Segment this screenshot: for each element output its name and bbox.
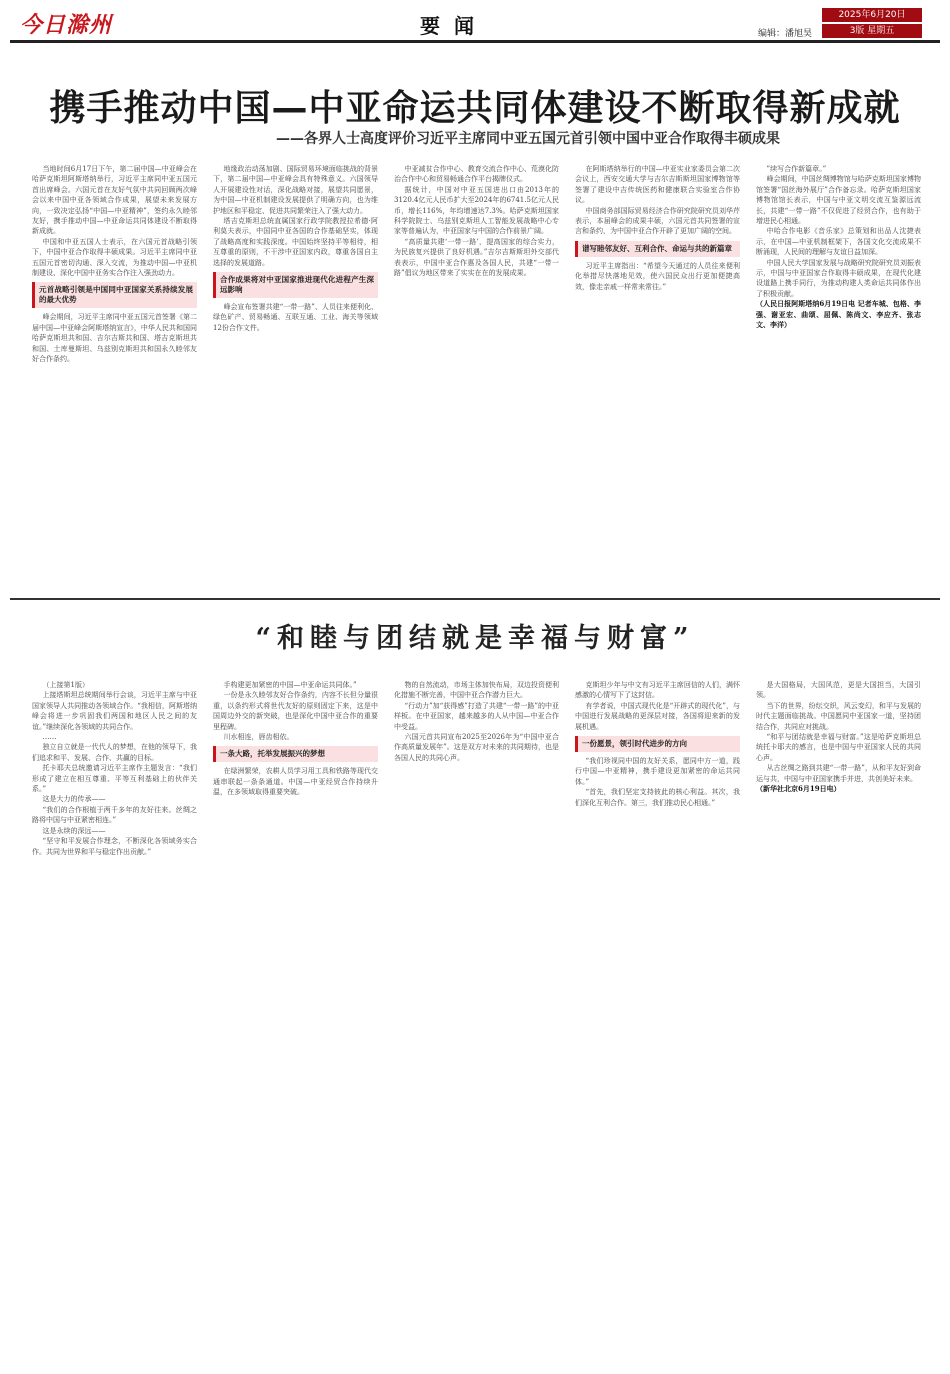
article-column-1 [32,164,197,584]
paragraph: 六国元首共同宣布2025至2026年为“中国中亚合作高质量发展年”。这是双方对未来的共同期待，也是各国人民的共同心声。 [394,733,559,762]
paragraph: 当下的世界，纷纭交织，风云变幻，和平与发展的时代主题面临挑战。中国愿同中亚国家一道，坚持团结合作，共同应对挑战。 [756,701,921,731]
paragraph: 这是大力的传承—— [42,795,106,804]
headline-secondary: “和睦与团结就是幸福与财富” [255,623,695,654]
paragraph: “坚守和平发展合作理念，不断深化各领域务实合作。共同为世界和平与稳定作出贡献。” [32,837,197,856]
paragraph: 川水相连，唇齿相依。 [223,733,294,742]
section-subtitle: 合作成果将对中亚国家推进现代化进程产生深远影响 [213,272,378,298]
paragraph: 手构建更加紧密的中国—中亚命运共同体。” [223,681,357,689]
paragraph: “高质量共建‘一带一路’，提高国家的综合实力，为民族复兴提供了良好机遇。”吉尔吉斯斯坦外交部代表表示，中国中亚合作惠及各国人民，共建“一带一路”倡议为地区带来了实实在在的发展成果。 [394,237,559,278]
section-subtitle: 一条大路，托举发展振兴的梦想 [213,746,378,762]
article-column-3 [394,680,559,1360]
paragraph: 中哈合作电影《音乐家》总策划和出品人沈捷表示，在中国—中亚机制框架下，各国文化交流成果不断涌现，人民间的理解与友谊日益加深。 [756,227,921,257]
paragraph: “我们珍视同中国的友好关系，愿同中方一道，践行中国—中亚精神，携手建设更加紧密的命运共同体。” [575,757,740,786]
page-number: 3版 星期五 [822,24,922,38]
paragraph: 克斯坦少年与中文有习近平主席回信的人们，满怀感激的心情写下了这封信。 [575,681,740,700]
paragraph: 在阿斯塔纳举行的中国—中亚实业家委员会第二次会议上，西安交通大学与吉尔吉斯斯坦国家博物馆等签署了建设中吉传统医药和健康联合实验室合作协议。 [575,165,740,205]
article-column-5 [756,164,921,584]
paragraph: 地缘政治动荡加剧、国际贸易环境面临挑战的背景下，第二届中国—中亚峰会具有特殊意义。六国领导人开展建设性对话，深化战略对接，展望共同愿景，为中国—中亚机制建设发展提供了明确方向，也为维护地区和平稳定、促进共同繁荣注入了强大动力。 [213,165,378,215]
paragraph: 上接塔斯坦总统期间举行会谈，习近平主席与中亚国家领导人共同推动各领域合作。“我相信，阿斯塔纳峰会将进一步巩固我们两国和地区人民之间的友谊。”继续深化各领域的共同合作。 [32,691,197,731]
article-credit: （人民日报阿斯塔纳6月19日电 记者车城、包格、李强、谢亚宏、曲颂、屈佩、陈尚文、李应齐、张志文、李洋） [756,299,921,330]
paragraph: “首先，我们坚定支持彼此的核心利益。其次，我们深化互利合作。第三，我们推动民心相通。” [575,788,740,807]
article-column-4 [575,164,740,584]
paragraph: 中国人民大学国家发展与战略研究院研究员刘振表示，中国与中亚国家合作取得丰硕成果，在现代化建设道路上携手同行，为推动构建人类命运共同体作出了积极贡献。 [756,258,921,298]
section-title: 要闻 [420,14,488,38]
paragraph: （上接第1版） [42,681,89,689]
paragraph: 这是永续的深远—— [42,826,106,835]
paragraph: 一份是永久睦邻友好合作条约，内容不长但分量很重，以条约形式将世代友好的原则固定下来，这是中国周边外交的新突破，也是深化中国中亚合作的重要里程碑。 [213,691,378,731]
paragraph: 中国和中亚五国人士表示，在六国元首战略引领下，中国中亚合作取得丰硕成果。习近平主席同中亚五国元首密切沟通、深入交流，为推动中国—中亚机制建设、深化中国中亚务实合作注入强劲动力。 [32,237,197,278]
paragraph: 峰会期间，习近平主席同中亚五国元首签署《第二届中国—中亚峰会阿斯塔纳宣言》，中华人民共和国同哈萨克斯坦共和国、吉尔吉斯共和国、塔吉克斯坦共和国、土库曼斯坦、乌兹别克斯坦共和国永久睦邻友好合作条约。 [32,313,197,364]
subheadline: ——各界人士高度评价习近平主席同中亚五国元首引领中国中亚合作取得丰硕成果 [276,131,780,147]
article-column-5 [756,680,921,1360]
article-credit: （新华社北京6月19日电） [756,784,841,794]
section-subtitle: 一份愿景，领引时代进步的方向 [575,736,740,752]
paragraph: 当地时间6月17日下午，第二届中国—中亚峰会在哈萨克斯坦阿斯塔纳举行，习近平主席同中亚五国元首出席峰会。六国元首在友好气氛中共同回顾两次峰会以来中国中亚各领域合作成果，展望未来发展方向，一致决定弘扬“中国—中亚精神”，签约永久睦邻友好，携手推动中国—中亚命运共同体建设不断取得新成就。 [32,165,197,236]
paragraph: 中国商务部国际贸易经济合作研究院研究员刘华芹表示，本届峰会的成果丰硕，六国元首共同签署的宣言和条约，为中国中亚合作开辟了更加广阔的空间。 [575,206,740,236]
paragraph: 是大国格局，大国风范，更是大国担当，大国引领。 [756,681,921,700]
article-column-3 [394,164,559,584]
paragraph: 峰会期间，中国丝绸博物馆与哈萨克斯坦国家博物馆签署“国丝海外展厅”合作备忘录。哈萨克斯坦国家博物馆馆长表示，中国与中亚文明交流互鉴源远流长，共建“一带一路”不仅促进了经贸合作，也有助于增进民心相通。 [756,175,921,226]
paragraph: 习近平主席指出：“希望今天通过的人员往来便利化举措尽快落地见效，使六国民众出行更加便捷高效，像走亲戚一样常来常往。” [575,261,740,291]
paragraph: 从古丝绸之路到共建“一带一路”，从和平友好到命运与共，中国与中亚国家携手并进，共创美好未来。 [756,764,921,783]
paragraph: 物的自然流动，市场主体加快布局，双边投资便利化措施不断完善，中国中亚合作潜力巨大。 [394,681,559,700]
issue-date: 2025年6月20日 [822,8,922,22]
paragraph: “我们的合作根植于两千多年的友好往来。丝绸之路将中国与中亚紧密相连。” [32,805,197,825]
paragraph: “行动力”加“获得感”打造了共建“一带一路”的中亚样板。在中亚国家，越来越多的人从中国—中亚合作中受益。 [394,701,559,731]
article-column-2 [213,680,378,1360]
paragraph: ”续写合作新篇章。” [766,165,827,173]
paragraph: …… [42,733,57,742]
masthead-divider [10,40,940,43]
article-column-1 [32,680,197,1360]
article-body [32,164,920,584]
editor-credit: 编辑：潘旭昊 [757,29,812,39]
article-column-2 [213,164,378,584]
newspaper-logo: 今日滁州 [20,13,113,38]
article-column-4 [575,680,740,1360]
section-subtitle: 谱写睦邻友好、互利合作、命运与共的新篇章 [575,241,740,257]
headline: 携手推动中国—中亚命运共同体建设不断取得新成就 [49,88,901,129]
paragraph: 据统计，中国对中亚五国进出口由2013年的3120.4亿元人民币扩大至2024年的6741.5亿元人民币，增长116%，年均增速达7.3%。哈萨克斯坦国家科学院院士、乌兹别克斯坦人工智能发展战略中心专家等普遍认为，中亚国家与中国的合作前景广阔。 [394,185,559,236]
paragraph: “和平与团结就是幸福与财富。”这是哈萨克斯坦总统托卡耶夫的感言，也是中国与中亚国家人民的共同心声。 [756,733,921,762]
paragraph: 独立自立就是一代代人的梦想，在他的领导下，我们追求和平、发展、合作、共赢的目标。 [32,743,197,762]
masthead [10,6,940,42]
paragraph: 托卡耶夫总统邀请习近平主席作主题发言：“我们形成了建立在相互尊重、平等互利基础上的伙伴关系。” [32,764,197,794]
paragraph: 中亚减贫合作中心、教育交流合作中心、荒漠化防治合作中心和贸易畅通合作平台揭牌仪式。 [394,165,559,184]
paragraph: 峰会宣布签署共建“一带一路”、人员往来便利化、绿色矿产、贸易畅通、互联互通、工业、海关等领域12份合作文件。 [213,303,378,332]
section-subtitle: 元首战略引领是中国同中亚国家关系持续发展的最大优势 [32,282,197,308]
paragraph: 有学者说，中国式现代化是“开辟式的现代化”，与中国进行发展战略的更深层对接，各国将迎来新的发展机遇。 [575,701,740,731]
article-body-secondary [32,680,920,1360]
section-divider [10,598,940,600]
paragraph: 塔吉克斯坦总统直属国家行政学院教授拉希德·阿利莫夫表示，中国同中亚各国的合作基础坚实，体现了战略高度和实践深度。中国始终坚持平等相待，相互尊重的原则，不干涉中亚国家内政，尊重各国自主选择的发展道路。 [213,217,378,267]
paragraph: 在绿洲繁荣，农耕人员学习用工具和铁路等现代交通串联起一条条通道。中国—中亚经贸合作持续升温，在多领域取得重要突破。 [213,767,378,797]
